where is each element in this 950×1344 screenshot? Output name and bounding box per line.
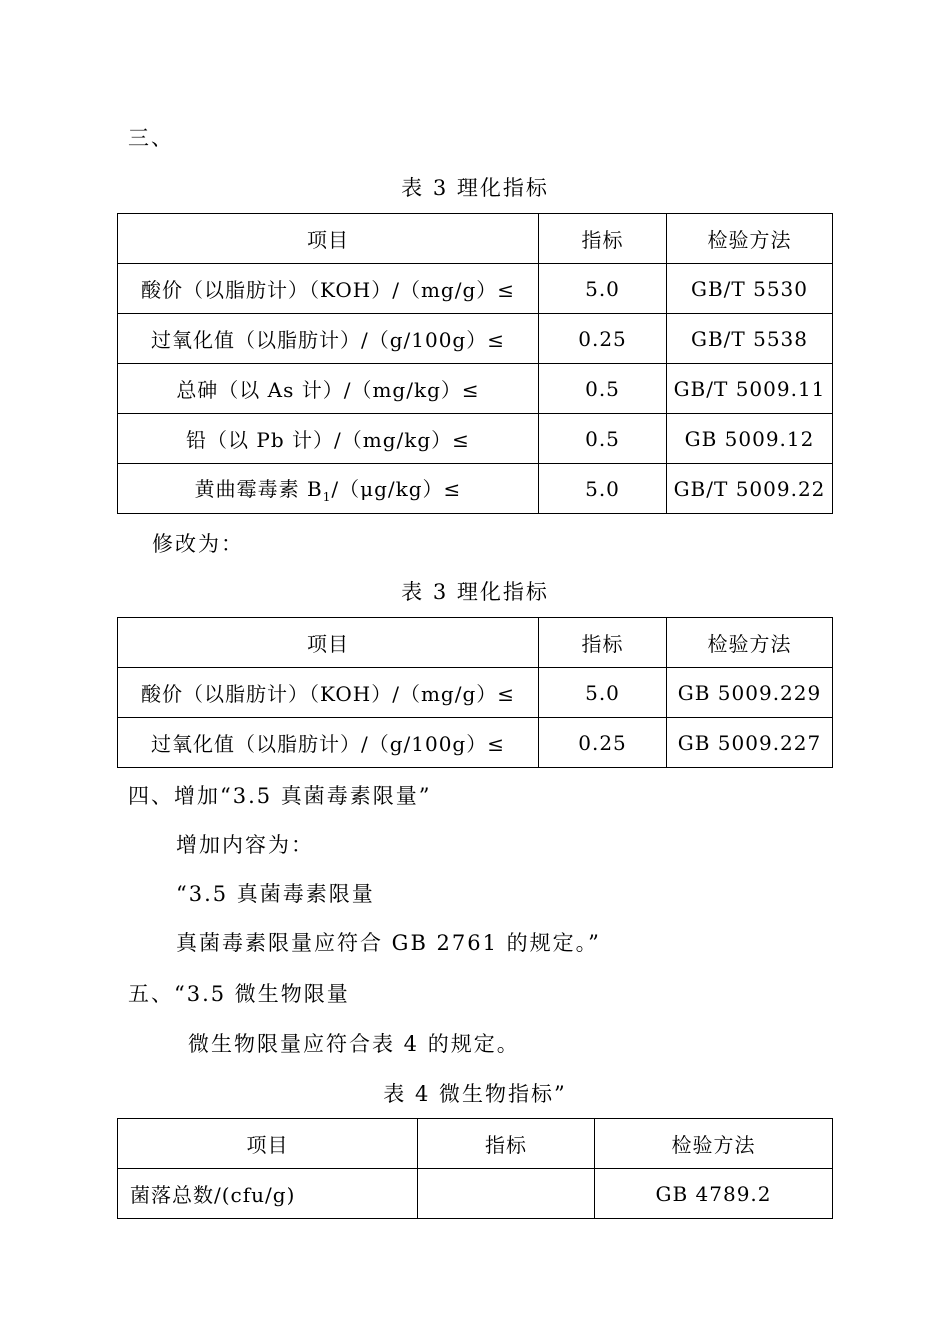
cell-indicator: 0.5 [539, 364, 667, 414]
section-5-heading: 五、“3.5 微生物限量 [128, 982, 350, 1006]
cell-item: 过氧化值（以脂肪计）/（g/100g）≤ [118, 718, 539, 768]
table-header-row [118, 618, 833, 668]
cell-method: GB 4789.2 [595, 1169, 833, 1219]
table-row [118, 364, 833, 414]
cell-item: 酸价（以脂肪计）（KOH）/（mg/g）≤ [118, 264, 539, 314]
cell-item: 总砷（以 As 计）/（mg/kg）≤ [118, 364, 539, 414]
cell-indicator: 5.0 [539, 464, 667, 514]
cell-method: GB 5009.12 [667, 414, 833, 464]
section-4-heading: 四、增加“3.5 真菌毒素限量” [128, 784, 432, 808]
cell-indicator: 0.25 [539, 718, 667, 768]
cell-indicator: 5.0 [539, 264, 667, 314]
table-4 [117, 1118, 833, 1219]
header-indicator: 指标 [418, 1119, 595, 1169]
cell-method: GB/T 5538 [667, 314, 833, 364]
cell-method: GB 5009.229 [667, 668, 833, 718]
cell-indicator: 0.5 [539, 414, 667, 464]
table-row [118, 314, 833, 364]
table-row [118, 414, 833, 464]
header-method: 检验方法 [595, 1119, 833, 1169]
cell-indicator: 5.0 [539, 668, 667, 718]
table-3-modified-caption: 表 3 理化指标 [401, 580, 549, 604]
cell-item: 酸价（以脂肪计）（KOH）/（mg/g）≤ [118, 668, 539, 718]
cell-indicator: 0.25 [539, 314, 667, 364]
cell-item: 铅（以 Pb 计）/（mg/kg）≤ [118, 414, 539, 464]
header-indicator: 指标 [539, 618, 667, 668]
header-method: 检验方法 [667, 214, 833, 264]
table-row [118, 464, 833, 514]
header-item: 项目 [118, 1119, 418, 1169]
cell-method: GB/T 5009.11 [667, 364, 833, 414]
table-4-caption: 表 4 微生物指标” [383, 1082, 567, 1106]
header-indicator: 指标 [539, 214, 667, 264]
cell-method: GB 5009.227 [667, 718, 833, 768]
header-item: 项目 [118, 618, 539, 668]
cell-indicator [418, 1169, 595, 1219]
table-3-caption: 表 3 理化指标 [401, 176, 549, 200]
section-3-heading: 三、 [128, 126, 174, 150]
table-row [118, 668, 833, 718]
aflatoxin-label-prefix: 黄曲霉毒素 B [194, 477, 323, 501]
section-4-quote-body: 真菌毒素限量应符合 GB 2761 的规定。” [176, 931, 601, 955]
section-4-intro: 增加内容为： [176, 833, 314, 857]
section-4-quote-title: “3.5 真菌毒素限量 [176, 882, 375, 906]
table-header-row [118, 1119, 833, 1169]
table-3-modified [117, 617, 833, 768]
modify-text: 修改为： [152, 532, 244, 556]
table-row [118, 264, 833, 314]
table-header-row [118, 214, 833, 264]
aflatoxin-label-suffix: /（μg/kg）≤ [331, 477, 462, 501]
cell-item: 菌落总数/(cfu/g) [118, 1169, 418, 1219]
table-3-original [117, 213, 833, 514]
cell-item [118, 464, 539, 514]
cell-method: GB/T 5009.22 [667, 464, 833, 514]
section-5-body: 微生物限量应符合表 4 的规定。 [188, 1032, 520, 1056]
cell-method: GB/T 5530 [667, 264, 833, 314]
table-row [118, 1169, 833, 1219]
aflatoxin-label-subscript: 1 [322, 490, 332, 504]
table-row [118, 718, 833, 768]
cell-item: 过氧化值（以脂肪计）/（g/100g）≤ [118, 314, 539, 364]
header-item: 项目 [118, 214, 539, 264]
header-method: 检验方法 [667, 618, 833, 668]
